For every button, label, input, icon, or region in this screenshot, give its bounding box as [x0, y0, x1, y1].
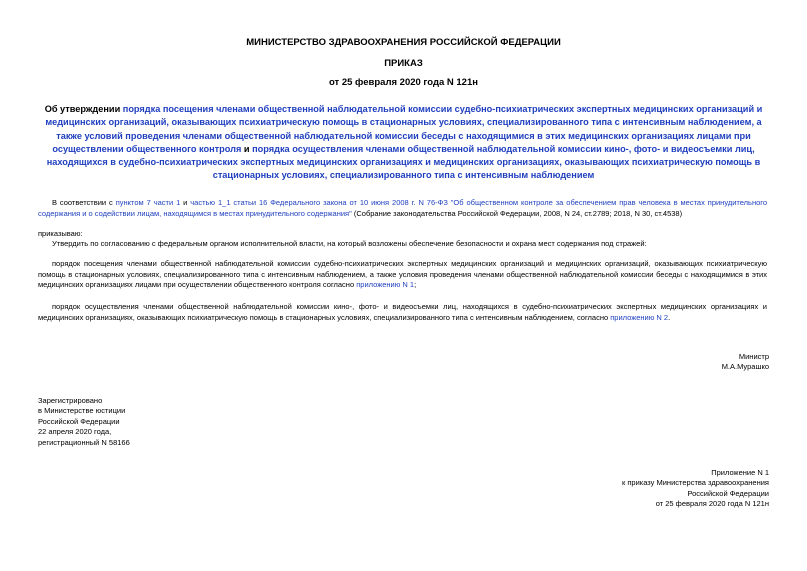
title-link-visit-procedure[interactable]: порядка посещения членами общественной наблюдательной комиссии судебно-психиатрических экспертных медицинских организаций и медицинских организаций, оказывающих психиатрическую помощь в стационарных условиях, специализированного типа с интенсивным наблюдением, а также условий проведения членами общественной наблюдательной комиссии беседы с находящимися в этих медицинских организациях лицами при осуществлении общественного контроля	[45, 104, 763, 154]
item1-paragraph	[38, 259, 767, 291]
appendix-line-2: к приказу Министерства здравоохранения	[621, 478, 769, 488]
item2-end: .	[668, 312, 671, 322]
preamble-paragraph	[38, 198, 767, 219]
registration-line-1: Зарегистрировано	[38, 396, 103, 405]
title-middle: и	[241, 143, 253, 154]
appendix2-link[interactable]: приложению N 2	[610, 312, 669, 322]
registration-line-5: регистрационный N 58166	[38, 437, 130, 447]
item2-text: порядок осуществления членами общественной наблюдательной комиссии кино-, фото- и видеосъемки лиц, находящихся в судебно-психиатрических экспертных медицинских организациях и медицинских организациях, оказывающих психиатрическую помощь в стационарных условиях, специализированного типа с интенсивным наблюдением, согласно	[38, 302, 767, 322]
appendix1-link[interactable]: приложению N 1	[356, 280, 415, 289]
order-word: приказываю:	[38, 229, 83, 238]
preamble-text-1: В соответствии с	[52, 198, 116, 207]
doc-date-number: от 25 февраля 2020 года N 121н	[328, 77, 478, 88]
preamble-link-point7[interactable]: пунктом 7 части 1	[115, 198, 181, 207]
ministry-heading: МИНИСТЕРСТВО ЗДРАВООХРАНЕНИЯ РОССИЙСКОЙ ФЕДЕРАЦИИ	[246, 37, 561, 48]
title-link-filming-procedure[interactable]: порядка осуществления членами общественной наблюдательной комиссии кино-, фото- и видеосъемки лиц, находящихся в судебно-психиатрических экспертных медицинских организациях и медицинских организациях, оказывающих психиатрическую помощь в стационарных условиях, специализированного типа с интенсивным наблюдением	[46, 143, 761, 181]
doc-type-heading: ПРИКАЗ	[384, 58, 423, 69]
approve-paragraph: Утвердить по согласованию с федеральным органом исполнительной власти, на который возложены обеспечение безопасности и охрана мест содержания под стражей:	[52, 239, 647, 248]
preamble-text-2: и	[180, 198, 191, 207]
signature-block	[722, 352, 769, 373]
item1-text: порядок посещения членами общественной наблюдательной комиссии судебно-психиатрических экспертных медицинских организаций и медицинских организаций, оказывающих психиатрическую помощь в стационарных условиях, специализированного типа с интенсивным наблюдением, а также условия проведения членами общественной наблюдательной комиссии беседы с находящимися в этих медицинских организациях лицами при осуществлении общественного контроля согласно	[38, 259, 767, 289]
appendix-line-1: Приложение N 1	[711, 468, 769, 477]
document-title	[40, 103, 767, 183]
registration-block	[38, 396, 130, 448]
appendix-line-4: от 25 февраля 2020 года N 121н	[655, 499, 769, 509]
signature-position: Министр	[738, 352, 769, 361]
preamble-text-3: (Собрание законодательства Российской Федерации, 2008, N 24, ст.2789; 2018, N 30, ст.4538)	[351, 208, 683, 218]
registration-line-4: 22 апреля 2020 года,	[38, 427, 112, 437]
appendix-line-3: Российской Федерации	[687, 488, 769, 498]
title-prefix: Об утверждении	[44, 104, 123, 114]
appendix-header-block	[622, 468, 769, 510]
registration-line-3: Российской Федерации	[38, 416, 120, 426]
registration-line-2: в Министерстве юстиции	[38, 406, 126, 416]
item1-end: ;	[414, 280, 417, 289]
signature-name: М.А.Мурашко	[721, 362, 769, 372]
preamble-link-federal-law[interactable]: частью 1_1 статьи 16 Федерального закона от 10 июня 2008 г. N 76-ФЗ "Об общественном контроле за обеспечением прав человека в местах принудительного содержания и о содействии лицам, находящимся в местах принудительного содержания"	[38, 198, 767, 218]
item2-paragraph	[38, 302, 767, 323]
